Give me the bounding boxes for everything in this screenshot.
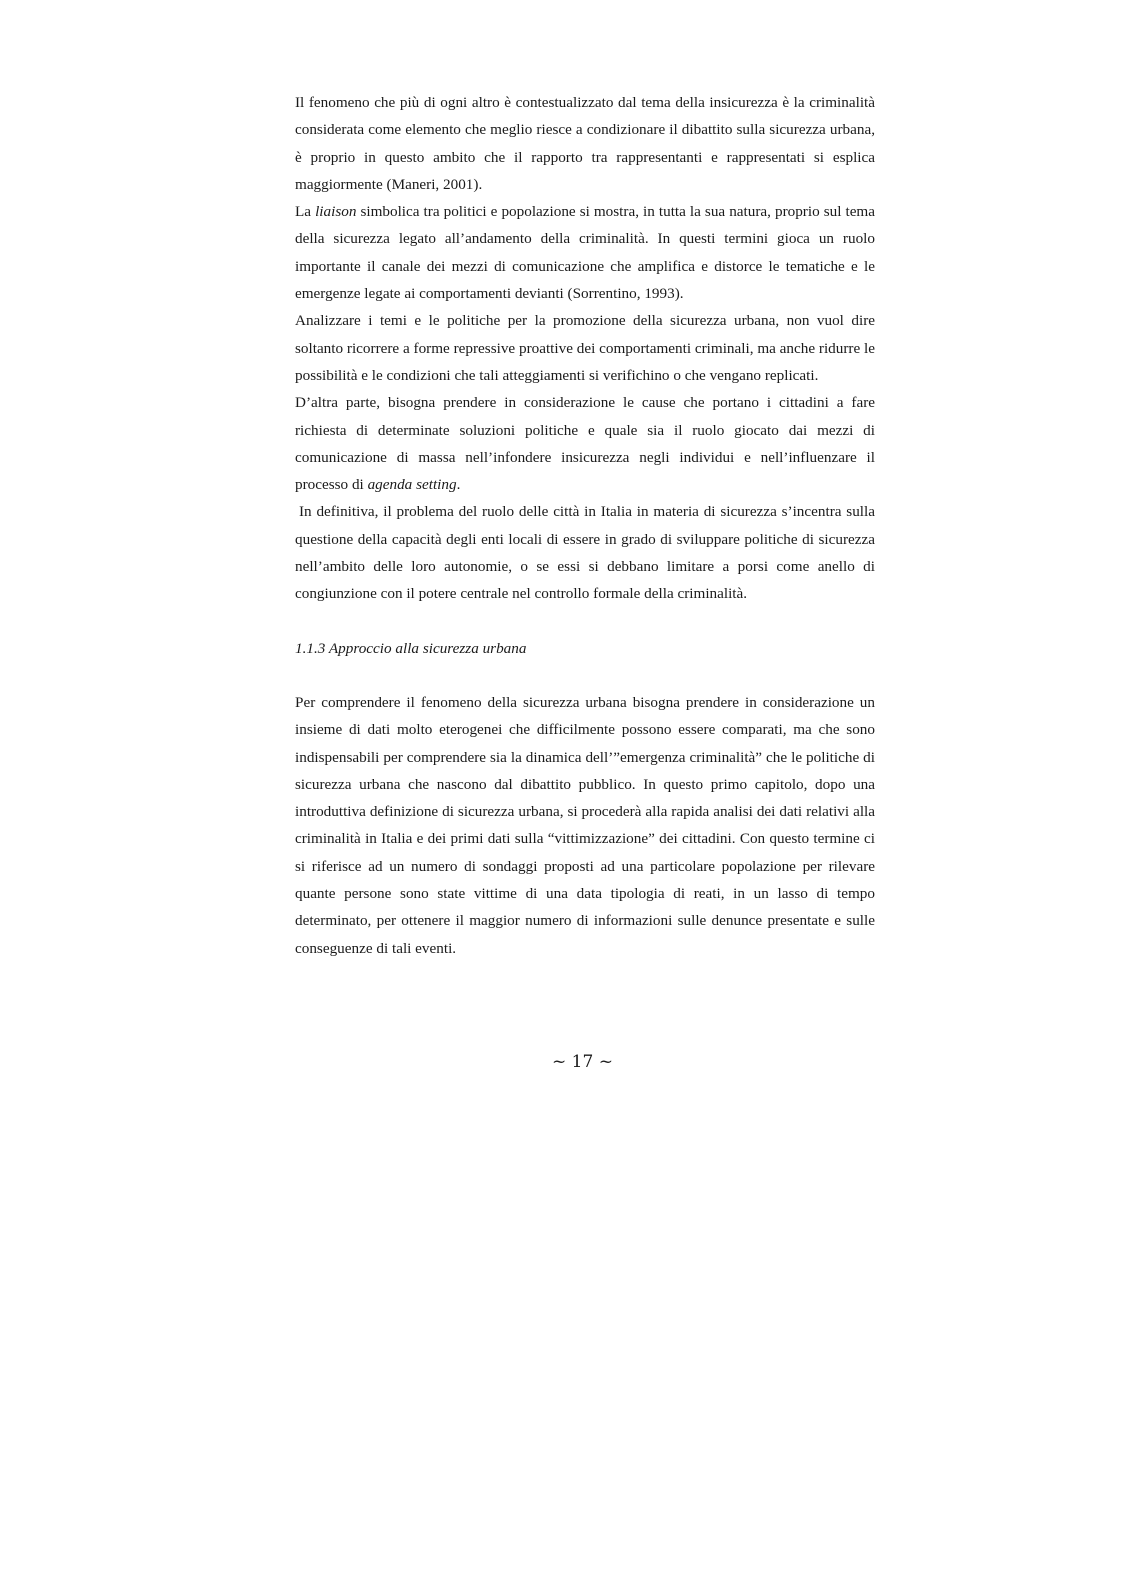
body-text [295, 89, 875, 962]
liaison-italic: liaison [315, 203, 357, 221]
paragraph-daltra-parte-post: . [456, 476, 461, 494]
paragraph-daltra-parte [295, 389, 875, 498]
paragraph-per-comprendere: Per comprendere il fenomeno della sicurezza urbana bisogna prendere in considerazione un insieme di dati molto eterogenei che difficilmente possono essere comparati, ma che sono indispensabili per comprendere sia la dinamica dell’”emergenza criminalità” che le politiche di sicurezza urbana che nascono dal dibattito pubblico. In questo primo capitolo, dopo una introduttiva definizione di sicurezza urbana, si procederà alla rapida analisi dei dati relativi alla criminalità in Italia e dei primi dati sulla “vittimizzazione” dei cittadini. Con questo termine ci si riferisce ad un numero di sondaggi proposti ad una particolare popolazione per rilevare quante persone sono state vittime di una data tipologia di reati, in un lasso di tempo determinato, per ottenere il maggior numero di informazioni sulle denunce presentate e sulle conseguenze di tali eventi. [295, 693, 875, 957]
page-number: ~ 17 ~ [552, 1052, 613, 1072]
paragraph-liaison-post: simbolica tra politici e popolazione si mostra, in tutta la sua natura, proprio sul tema della sicurezza legato all’andamento della criminalità. In questi termini gioca un ruolo importante il canale dei mezzi di comunicazione che amplifica e distorce le tematiche e le emergenze legate ai comportamenti devianti (Sorrentino, 1993). [295, 203, 875, 303]
section-heading: 1.1.3 Approccio alla sicurezza urbana [295, 639, 527, 657]
paragraph-daltra-parte-pre: D’altra parte, bisogna prendere in considerazione le cause che portano i cittadini a fare richiesta di determinate soluzioni politiche e quale sia il ruolo giocato dai mezzi di comunicazione di massa nell’infondere insicurezza negli individui e nell’influenzare il processo di [295, 394, 875, 494]
agenda-setting-italic: agenda setting [367, 476, 457, 494]
paragraph-analizzare: Analizzare i temi e le politiche per la promozione della sicurezza urbana, non vuol dire soltanto ricorrere a forme repressive proattive dei comportamenti criminali, ma anche ridurre le possibilità e le condizioni che tali atteggiamenti si verifichino o che vengano replicati. [295, 312, 875, 384]
paragraph-liaison-pre: La [295, 203, 316, 221]
paragraph-liaison [295, 198, 875, 307]
paragraph-in-definitiva: In definitiva, il problema del ruolo delle città in Italia in materia di sicurezza s’incentra sulla questione della capacità degli enti locali di essere in grado di sviluppare politiche di sicurezza nell’ambito delle loro autonomie, o se essi si debbano limitare a porsi come anello di congiunzione con il potere centrale nel controllo formale della criminalità. [295, 503, 875, 603]
paragraph-criminalita: Il fenomeno che più di ogni altro è contestualizzato dal tema della insicurezza è la criminalità considerata come elemento che meglio riesce a condizionare il dibattito sulla sicurezza urbana, è proprio in questo ambito che il rapporto tra rappresentanti e rappresentati si esplica maggiormente (Maneri, 2001). [295, 94, 875, 193]
